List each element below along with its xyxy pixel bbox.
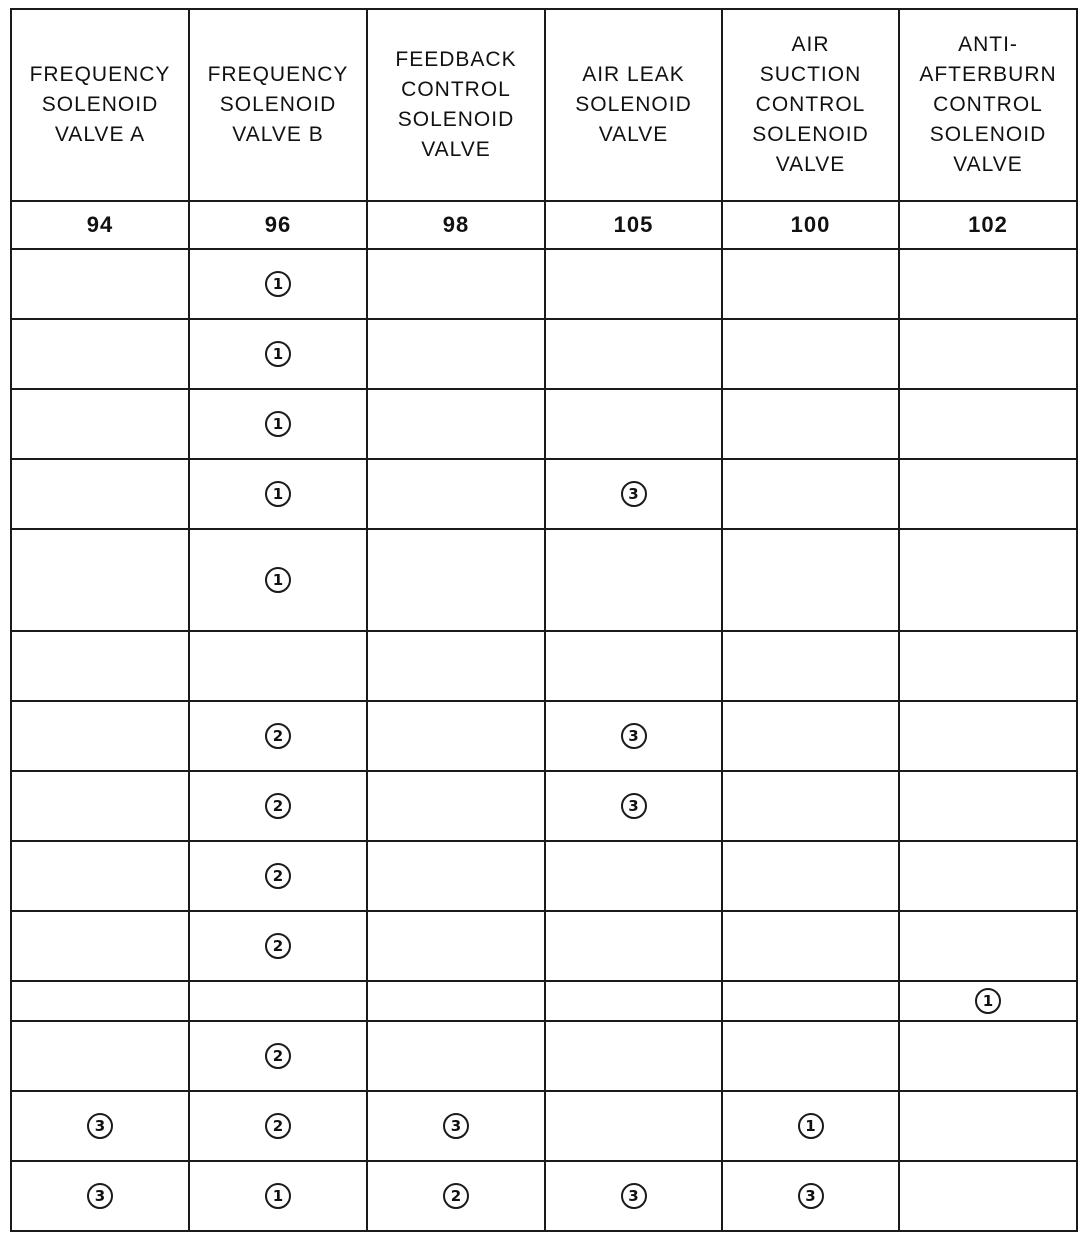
- page-number: 96: [189, 201, 367, 249]
- table-cell: [722, 911, 899, 981]
- table-cell: [899, 1161, 1077, 1231]
- table-cell: [899, 981, 1077, 1021]
- column-header: AIR LEAK SOLENOID VALVE: [545, 9, 722, 201]
- table-cell: [189, 389, 367, 459]
- table-cell: [545, 319, 722, 389]
- priority-mark: 2: [443, 1183, 469, 1209]
- table-cell: [367, 911, 545, 981]
- table-cell: [11, 981, 189, 1021]
- priority-mark: 2: [265, 863, 291, 889]
- table-cell: [189, 1021, 367, 1091]
- table-cell: [545, 911, 722, 981]
- page-number: 94: [11, 201, 189, 249]
- table-cell: [189, 841, 367, 911]
- priority-mark: 3: [621, 1183, 647, 1209]
- column-header: FREQUENCY SOLENOID VALVE A: [11, 9, 189, 201]
- table-cell: [11, 529, 189, 631]
- header-row: [11, 9, 1077, 201]
- table-cell: [367, 771, 545, 841]
- priority-mark: 1: [265, 271, 291, 297]
- table-cell: [722, 529, 899, 631]
- table-cell: [899, 459, 1077, 529]
- priority-mark: 1: [265, 341, 291, 367]
- table-cell: [722, 701, 899, 771]
- table-cell: [545, 459, 722, 529]
- table-row: [11, 701, 1077, 771]
- priority-mark: 1: [265, 481, 291, 507]
- table-cell: [899, 1021, 1077, 1091]
- table-cell: [899, 529, 1077, 631]
- priority-mark: 1: [798, 1113, 824, 1139]
- table-cell: [545, 389, 722, 459]
- table-cell: [367, 1161, 545, 1231]
- table-cell: [899, 319, 1077, 389]
- page-number: 100: [722, 201, 899, 249]
- table-cell: [189, 529, 367, 631]
- table-cell: [545, 841, 722, 911]
- table-cell: [11, 1161, 189, 1231]
- table-cell: [189, 1091, 367, 1161]
- priority-mark: 2: [265, 793, 291, 819]
- priority-mark: 3: [443, 1113, 469, 1139]
- table-row: [11, 981, 1077, 1021]
- table-cell: [899, 389, 1077, 459]
- table-cell: [189, 701, 367, 771]
- table-cell: [367, 981, 545, 1021]
- priority-mark: 2: [265, 933, 291, 959]
- table-cell: [11, 1021, 189, 1091]
- table-cell: [545, 631, 722, 701]
- table-row: [11, 529, 1077, 631]
- table-cell: [189, 319, 367, 389]
- table-cell: [722, 459, 899, 529]
- table-row: [11, 389, 1077, 459]
- table-cell: [11, 249, 189, 319]
- table-cell: [189, 1161, 367, 1231]
- priority-mark: 1: [265, 411, 291, 437]
- troubleshooting-table: [10, 8, 1078, 1232]
- table-cell: [367, 319, 545, 389]
- table-cell: [189, 981, 367, 1021]
- table-cell: [545, 1161, 722, 1231]
- table-cell: [899, 771, 1077, 841]
- priority-mark: 3: [621, 723, 647, 749]
- priority-mark: 3: [87, 1113, 113, 1139]
- table-cell: [367, 389, 545, 459]
- table-row: [11, 1091, 1077, 1161]
- page-number: 102: [899, 201, 1077, 249]
- table-cell: [722, 841, 899, 911]
- table-cell: [11, 701, 189, 771]
- table-cell: [899, 701, 1077, 771]
- table-cell: [899, 631, 1077, 701]
- table-cell: [11, 459, 189, 529]
- table-cell: [545, 1091, 722, 1161]
- table-cell: [367, 249, 545, 319]
- table-cell: [11, 389, 189, 459]
- priority-mark: 3: [621, 793, 647, 819]
- table-cell: [11, 771, 189, 841]
- table-cell: [899, 841, 1077, 911]
- priority-mark: 3: [621, 481, 647, 507]
- table-cell: [367, 631, 545, 701]
- column-header: ANTI- AFTERBURN CONTROL SOLENOID VALVE: [899, 9, 1077, 201]
- table-cell: [189, 249, 367, 319]
- priority-mark: 1: [265, 567, 291, 593]
- priority-mark: 2: [265, 1043, 291, 1069]
- table-row: [11, 249, 1077, 319]
- table-row: [11, 631, 1077, 701]
- table-cell: [11, 1091, 189, 1161]
- priority-mark: 3: [87, 1183, 113, 1209]
- table-cell: [367, 529, 545, 631]
- table-row: [11, 841, 1077, 911]
- table-cell: [11, 841, 189, 911]
- table-cell: [722, 1161, 899, 1231]
- priority-mark: 1: [265, 1183, 291, 1209]
- table-row: [11, 771, 1077, 841]
- table-cell: [545, 249, 722, 319]
- table-cell: [722, 319, 899, 389]
- table-cell: [722, 981, 899, 1021]
- table-cell: [367, 841, 545, 911]
- column-header: AIR SUCTION CONTROL SOLENOID VALVE: [722, 9, 899, 201]
- table-cell: [367, 1091, 545, 1161]
- table-cell: [11, 911, 189, 981]
- table-cell: [899, 249, 1077, 319]
- table-cell: [722, 1091, 899, 1161]
- column-header: FEEDBACK CONTROL SOLENOID VALVE: [367, 9, 545, 201]
- table-cell: [11, 631, 189, 701]
- table-cell: [11, 319, 189, 389]
- table-cell: [367, 1021, 545, 1091]
- table-row: [11, 911, 1077, 981]
- table-cell: [189, 631, 367, 701]
- table-row: [11, 459, 1077, 529]
- table-cell: [722, 389, 899, 459]
- table-cell: [899, 1091, 1077, 1161]
- table-cell: [545, 529, 722, 631]
- table-cell: [545, 771, 722, 841]
- table-cell: [189, 911, 367, 981]
- table-cell: [899, 911, 1077, 981]
- table-row: [11, 319, 1077, 389]
- priority-mark: 2: [265, 1113, 291, 1139]
- priority-mark: 3: [798, 1183, 824, 1209]
- table-cell: [545, 1021, 722, 1091]
- table-row: [11, 1161, 1077, 1231]
- page-number-row: [11, 201, 1077, 249]
- table-body: [11, 249, 1077, 1231]
- table-row: [11, 1021, 1077, 1091]
- priority-mark: 2: [265, 723, 291, 749]
- table-cell: [367, 459, 545, 529]
- table-cell: [722, 249, 899, 319]
- table-cell: [722, 771, 899, 841]
- table-cell: [545, 701, 722, 771]
- page-number: 98: [367, 201, 545, 249]
- table-cell: [367, 701, 545, 771]
- column-header: FREQUENCY SOLENOID VALVE B: [189, 9, 367, 201]
- page-number: 105: [545, 201, 722, 249]
- table-cell: [722, 1021, 899, 1091]
- table-cell: [189, 459, 367, 529]
- table-cell: [545, 981, 722, 1021]
- priority-mark: 1: [975, 988, 1001, 1014]
- table-cell: [722, 631, 899, 701]
- table-cell: [189, 771, 367, 841]
